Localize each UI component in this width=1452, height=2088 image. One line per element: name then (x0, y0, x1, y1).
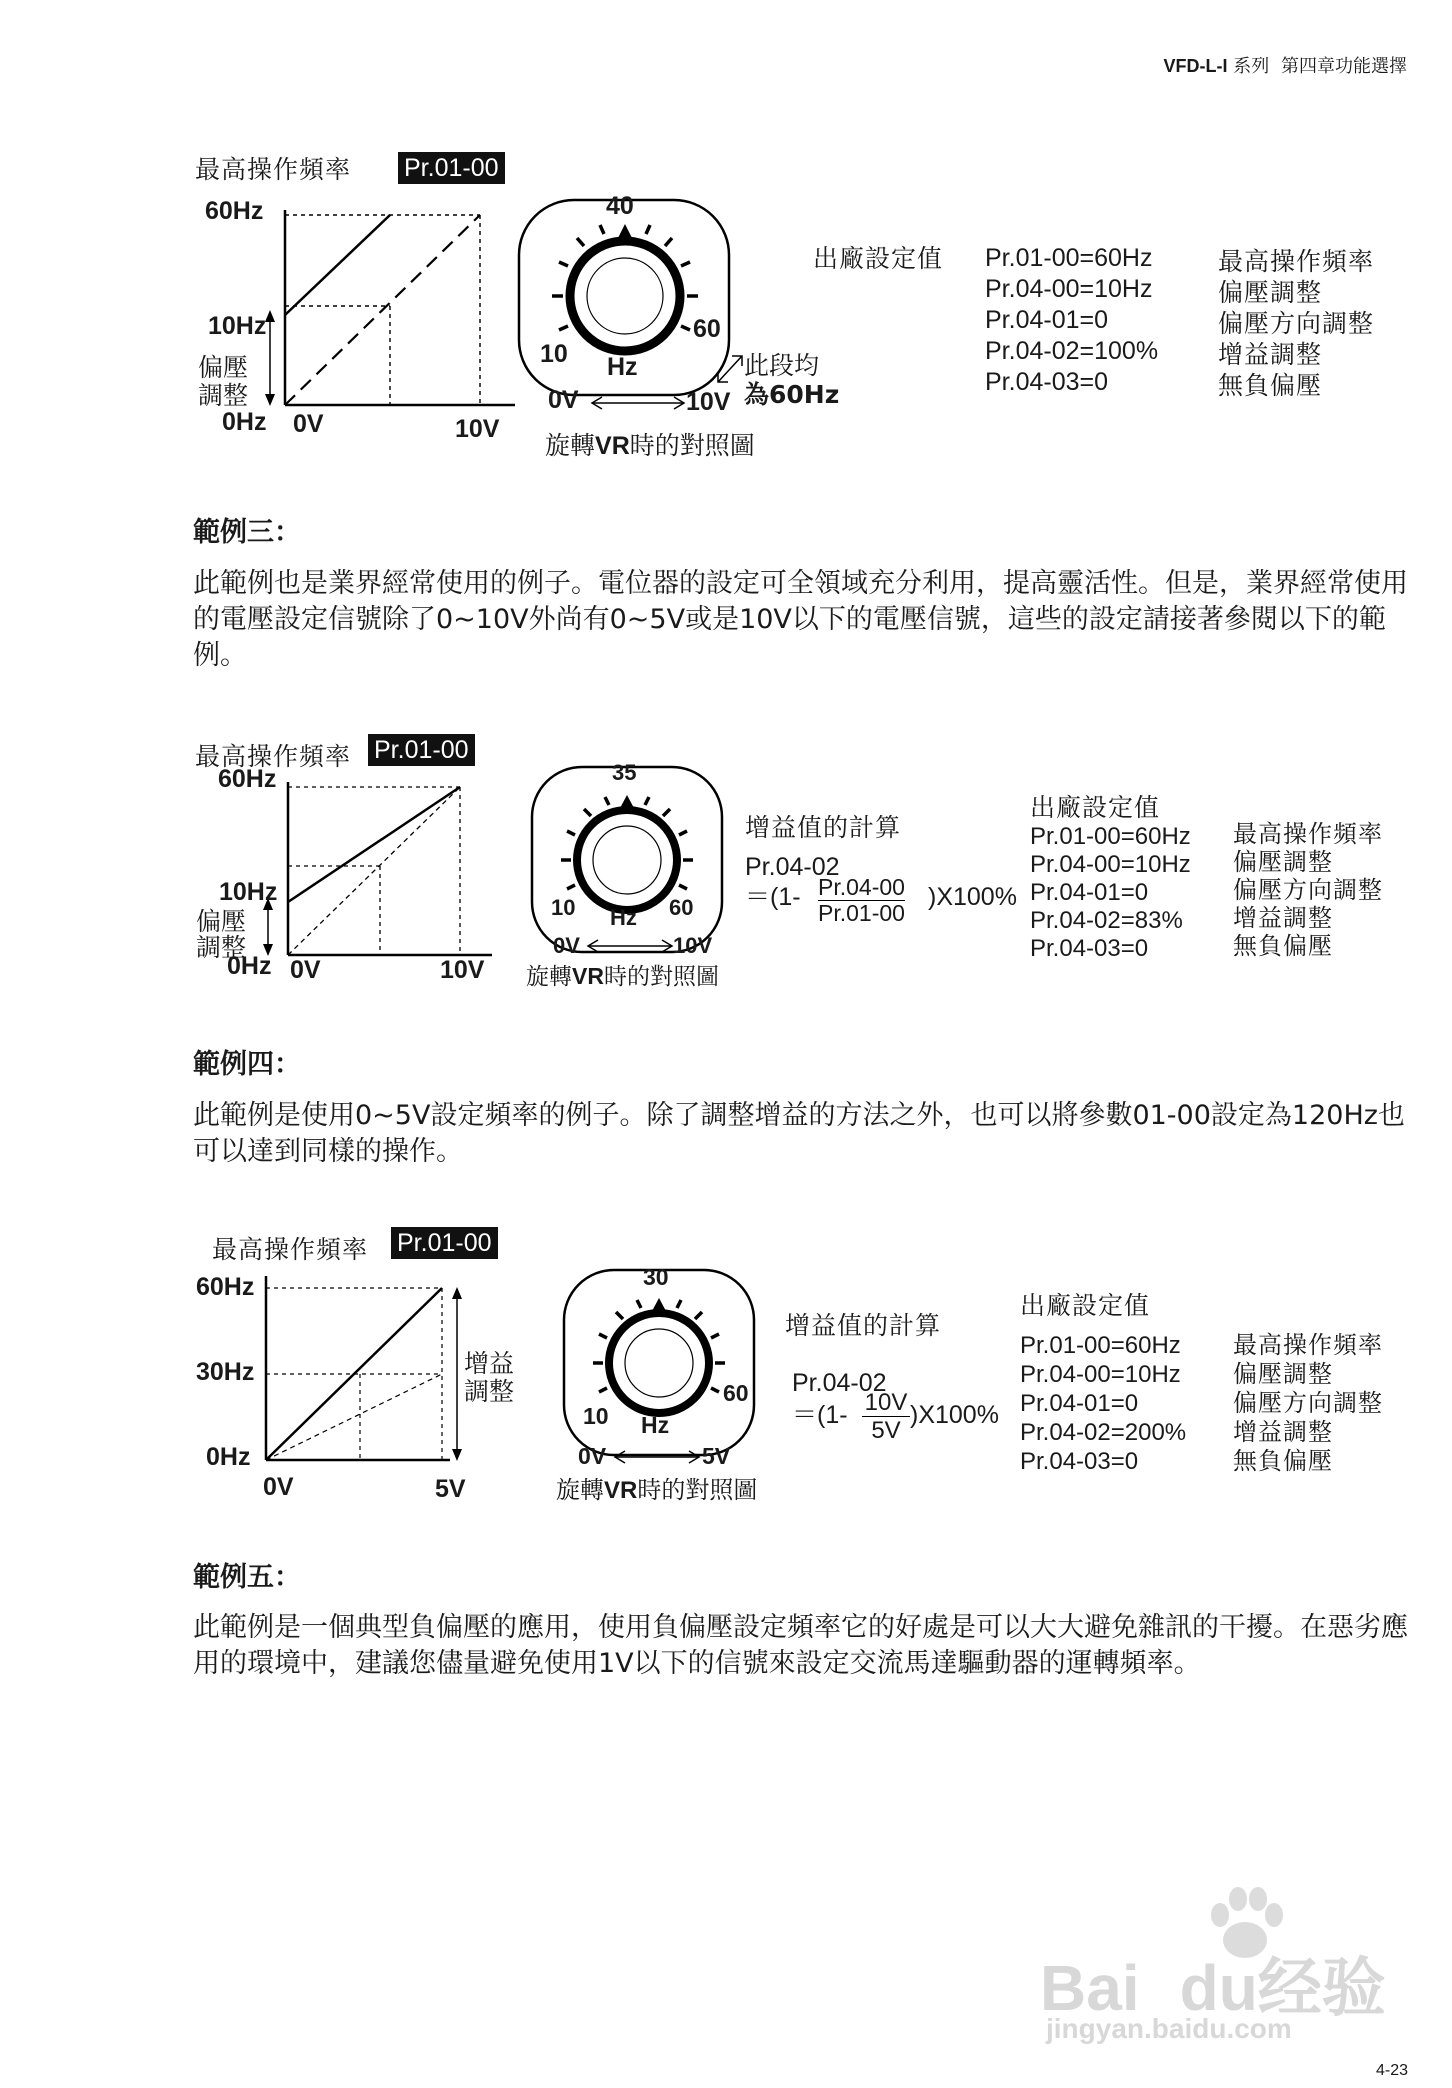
fig3-knob-right: 60 (723, 1380, 749, 1406)
fig1-range-left: 0V (548, 386, 579, 414)
fig3-descriptions: 最高操作頻率 偏壓調整 偏壓方向調整 增益調整 無負偏壓 (1233, 1331, 1383, 1475)
fig3-x-zero: 0V (263, 1473, 294, 1501)
fig1-param-badge: Pr.01-00 (398, 152, 505, 184)
fig3-calc-prefix: ＝(1- (792, 1401, 848, 1429)
fig1-note-arrow (712, 348, 748, 388)
fig1-range-arrow (588, 393, 688, 413)
fig1-y-zero: 0Hz (222, 408, 267, 436)
fig2-calc-denominator: Pr.01-00 (818, 900, 905, 926)
page-header (1164, 52, 1407, 78)
fig2-calc-param: Pr.04-02 (745, 853, 840, 881)
fig3-max-freq-label: 最高操作頻率 (212, 1235, 369, 1264)
fig2-descriptions: 最高操作頻率 偏壓調整 偏壓方向調整 增益調整 無負偏壓 (1233, 820, 1383, 960)
fig3-param-badge: Pr.01-00 (391, 1227, 498, 1259)
fig3-knob-top: 30 (643, 1264, 669, 1290)
fig1-knob-left: 10 (540, 340, 568, 368)
fig3-calc-denominator: 5V (871, 1417, 901, 1444)
fig2-y-top: 60Hz (218, 765, 277, 793)
fig1-bias-label2: 調整 (198, 381, 249, 410)
fig2-x-end: 10V (440, 956, 485, 984)
fig1-range-right: 10V (686, 388, 731, 416)
fig2-y-mid: 10Hz (219, 878, 278, 906)
fig2-factory-label: 出廠設定值 (1030, 793, 1161, 822)
watermark-url: jingyan.baidu.com (1046, 2013, 1292, 2044)
section5-text: 此範例是一個典型負偏壓的應用，使用負偏壓設定頻率它的好處是可以大大避免雜訊的干擾。在惡劣應用的環境中，建議您儘量避免使用1V以下的信號來設定交流馬達驅動器的運轉頻率。 (193, 1612, 1408, 1679)
fig3-factory-label: 出廠設定值 (1020, 1291, 1151, 1320)
fig1-knob-top: 40 (606, 192, 634, 220)
fig2-range-right: 10V (673, 933, 713, 958)
fig2-range-left: 0V (553, 933, 580, 958)
fig3-y-mid: 30Hz (196, 1358, 255, 1386)
fig1-y-top: 60Hz (205, 197, 264, 225)
fig3-gain-label: 增益 (464, 1349, 515, 1378)
header-chapter: 第四章功能選擇 (1281, 56, 1407, 77)
fig2-settings: Pr.01-00=60Hz Pr.04-00=10Hz Pr.04-01=0 Pr.04-02=83% Pr.04-03=0 (1030, 823, 1191, 962)
fig2-knob-right: 60 (669, 895, 694, 920)
fig3-y-zero: 0Hz (206, 1443, 251, 1471)
fig3-calc-param: Pr.04-02 (792, 1369, 887, 1397)
fig1-descriptions: 最高操作頻率 偏壓調整 偏壓方向調整 增益調整 無負偏壓 (1218, 247, 1375, 400)
fig3-range-arrow (612, 1448, 702, 1466)
fig1-knob-right: 60 (693, 315, 721, 343)
header-series: 系列 (1233, 56, 1270, 77)
fig1-x-end: 10V (455, 415, 500, 443)
fig3-range-left: 0V (578, 1443, 607, 1469)
fig3-gain-calc-label: 增益值的計算 (785, 1311, 942, 1340)
fig3-calc-suffix: )X100% (910, 1401, 999, 1429)
fig3-knob-unit: Hz (641, 1412, 670, 1438)
fig3-knob-left: 10 (583, 1403, 609, 1429)
fig2-knob-top: 35 (612, 760, 637, 785)
fig2-param-badge: Pr.01-00 (368, 734, 475, 766)
header-model: VFD-L-I (1163, 56, 1228, 76)
fig3-caption: 旋轉VR時的對照圖 (556, 1476, 758, 1504)
fig2-calc-prefix: ＝(1- (745, 883, 801, 911)
fig3-x-end: 5V (435, 1475, 466, 1503)
fig1-note-line2: 為60Hz (744, 380, 840, 409)
fig2-range-arrow (585, 937, 675, 955)
fig3-range-right: 5V (702, 1443, 731, 1469)
watermark-brand: Bai du经验 (1040, 1952, 1386, 2024)
fig3-y-top: 60Hz (196, 1273, 255, 1301)
fig1-caption: 旋轉VR時的對照圖 (545, 431, 755, 460)
section3-title: 範例三： (193, 517, 301, 548)
fig1-bias-label: 偏壓 (198, 353, 249, 382)
fig2-bias-label: 偏壓 (196, 907, 247, 936)
fig2-knob-unit: Hz (610, 905, 637, 930)
fig1-x-zero: 0V (293, 410, 324, 438)
page-number: 4-23 (1375, 2062, 1408, 2079)
fig2-x-zero: 0V (290, 956, 321, 984)
fig1-max-freq-label: 最高操作頻率 (195, 155, 352, 184)
fig3-settings: Pr.01-00=60Hz Pr.04-00=10Hz Pr.04-01=0 Pr.04-02=200% Pr.04-03=0 (1020, 1332, 1187, 1475)
fig3-calc-numerator: 10V (862, 1390, 910, 1417)
fig1-knob-unit: Hz (607, 353, 638, 381)
section4-text: 此範例是使用0~5V設定頻率的例子。除了調整增益的方法之外，也可以將參數01-00設定為120Hz也可以達到同樣的操作。 (193, 1100, 1405, 1167)
fig2-calc-numerator: Pr.04-00 (818, 874, 905, 900)
fig3-gain-label2: 調整 (464, 1377, 515, 1406)
fig2-caption: 旋轉VR時的對照圖 (526, 963, 719, 990)
fig2-calc-suffix: )X100% (928, 883, 1017, 911)
fig2-gain-calc-label: 增益值的計算 (745, 813, 902, 842)
section5-title: 範例五： (193, 1562, 301, 1593)
fig1-y-mid: 10Hz (208, 312, 267, 340)
fig2-bias-label2: 調整 (196, 933, 247, 962)
fig3-graph (250, 1268, 490, 1468)
fig1-factory-label: 出廠設定值 (813, 244, 944, 273)
section3-text: 此範例也是業界經常使用的例子。電位器的設定可全領域充分利用，提高靈活性。但是，業界經常使用的電壓設定信號除了0~10V外尚有0~5V或是10V以下的電壓信號，這些的設定請接著參閱以下的範例。 (193, 568, 1408, 671)
fig1-note-line1: 此段均 (744, 351, 820, 380)
fig2-max-freq-label: 最高操作頻率 (195, 742, 352, 771)
fig2-knob-left: 10 (551, 895, 576, 920)
fig1-settings: Pr.01-00=60Hz Pr.04-00=10Hz Pr.04-01=0 Pr.04-02=100% Pr.04-03=0 (985, 244, 1159, 396)
section4-title: 範例四： (193, 1049, 301, 1080)
fig2-y-zero: 0Hz (227, 952, 272, 980)
